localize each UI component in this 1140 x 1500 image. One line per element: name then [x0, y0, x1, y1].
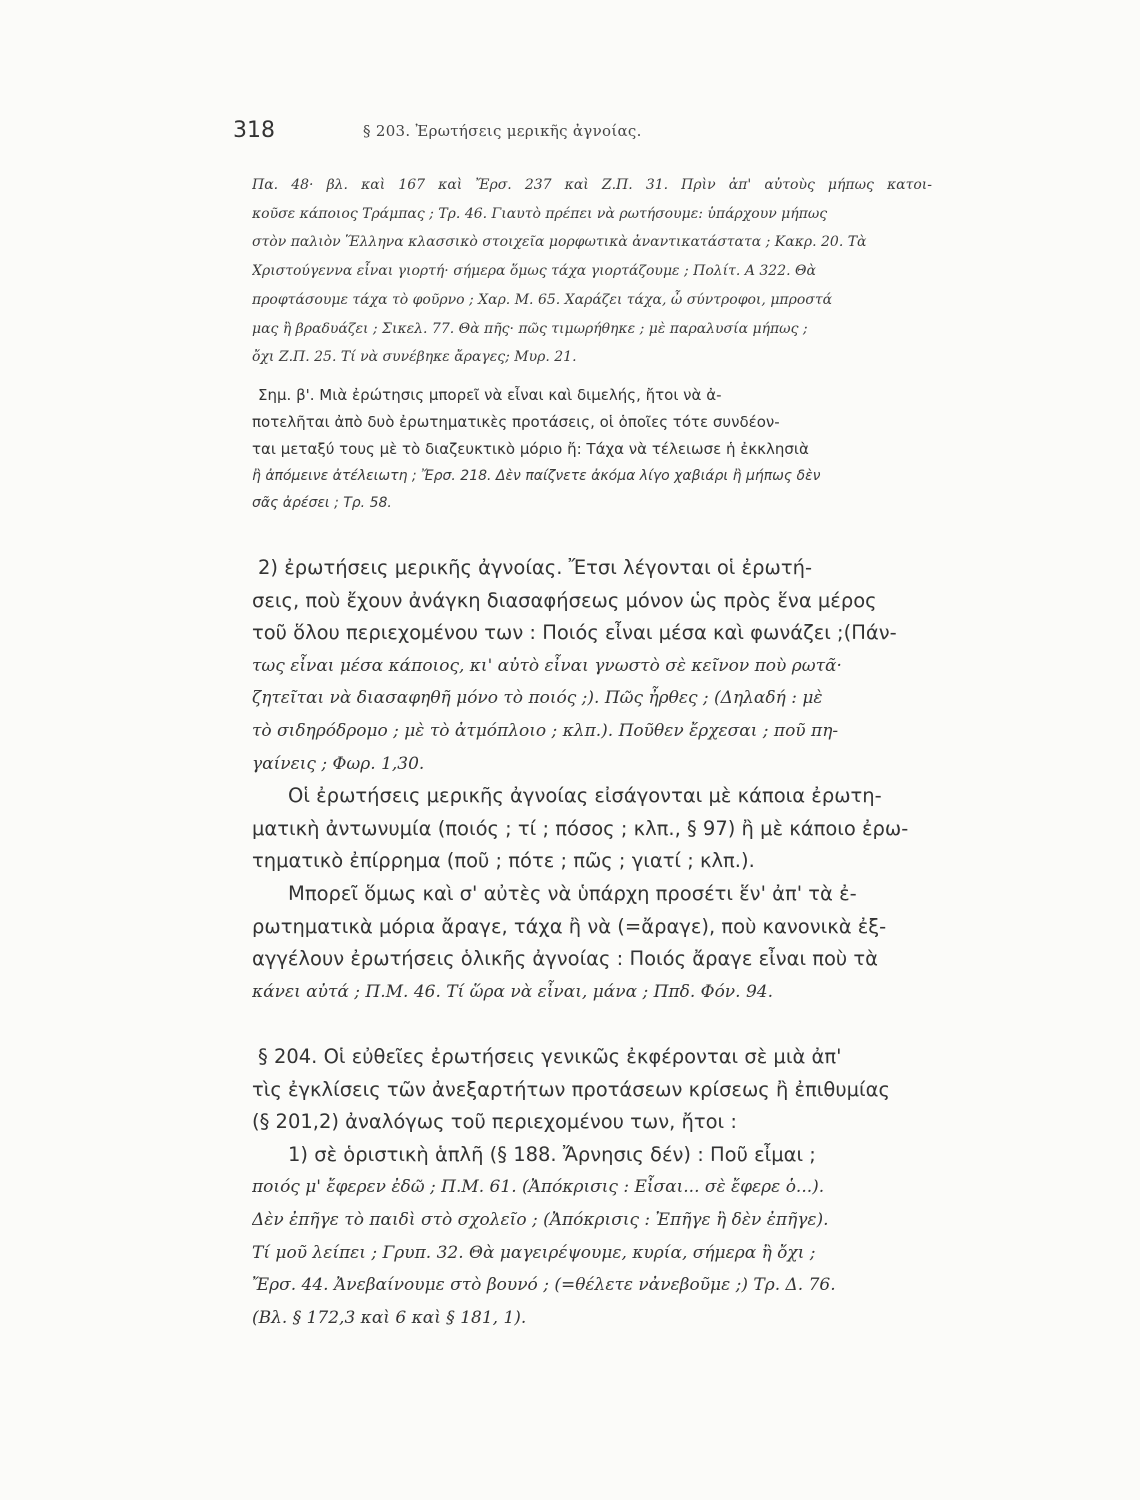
- text-line: ματικὴ ἀντωνυμία (ποιός ; τί ; πόσος ; κλπ., § 97) ἢ μὲ κάποιο ἐρω-: [252, 816, 909, 840]
- page-number: 318: [233, 118, 275, 143]
- text-line: τως εἶναι μέσα κάποιος, κι' αὐτὸ εἶναι γνωστὸ σὲ κεῖνον ποὺ ρωτᾶ·: [252, 655, 842, 676]
- text-line: ὄχι Ζ.Π. 25. Τί νὰ συνέβηκε ἄραγες; Μυρ. 21.: [252, 349, 577, 366]
- note-line: ποτελῆται ἀπὸ δυὸ ἐρωτηματικὲς προτάσεις, οἱ ὁποῖες τότε συνδέον-: [252, 413, 780, 431]
- text-line: Οἱ ἐρωτήσεις μερικῆς ἀγνοίας εἰσάγονται μὲ κάποια ἐρωτη-: [288, 784, 882, 808]
- text-line: τηματικὸ ἐπίρρημα (ποῦ ; πότε ; πῶς ; γιατί ; κλπ.).: [252, 849, 755, 873]
- text-line: αγγέλουν ἐρωτήσεις ὁλικῆς ἀγνοίας : Ποιός ἄραγε εἶναι ποὺ τὰ: [252, 947, 879, 971]
- note-line: σᾶς ἀρέσει ; Τρ. 58.: [252, 495, 392, 511]
- text-line: τὶς ἐγκλίσεις τῶν ἀνεξαρτήτων προτάσεων κρίσεως ἢ ἐπιθυμίας: [252, 1077, 890, 1101]
- text-line: 1) σὲ ὁριστικὴ ἁπλῆ (§ 188. Ἄρνησις δέν) : Ποῦ εἶμαι ;: [288, 1142, 816, 1166]
- section-heading-line: 2) ἐρωτήσεις μερικῆς ἀγνοίας. Ἔτσι λέγονται οἱ ἐρωτή-: [258, 556, 812, 579]
- text-line: Δὲν ἐπῆγε τὸ παιδὶ στὸ σχολεῖο ; (Ἀπόκρισις : Ἐπῆγε ἢ δὲν ἐπῆγε).: [252, 1209, 829, 1230]
- text-line: μας ἢ βραδυάζει ; Σικελ. 77. Θὰ πῆς· πῶς τιμωρήθηκε ; μὲ παραλυσία μήπως ;: [252, 320, 808, 337]
- text-line: Πα. 48· βλ. καὶ 167 καὶ Ἔρσ. 237 καὶ Ζ.Π. 31. Πρὶν ἀπ' αὐτοὺς μήπως κατοι-: [252, 177, 932, 193]
- section-heading-line: § 204. Οἱ εὐθεῖες ἐρωτήσεις γενικῶς ἐκφέρονται σὲ μιὰ ἀπ': [258, 1045, 842, 1068]
- text-line: κάνει αὐτά ; Π.Μ. 46. Τί ὥρα νὰ εἶναι, μάνα ; Ππδ. Φόν. 94.: [252, 981, 773, 1002]
- text-line: κοῦσε κάποιος Τράμπας ; Τρ. 46. Γιαυτὸ πρέπει νὰ ρωτήσουμε: ὑπάρχουν μήπως: [252, 205, 828, 222]
- text-line: ρωτηματικὰ μόρια ἄραγε, τάχα ἢ νὰ (=ἄραγε), ποὺ κανονικὰ ἐξ-: [252, 914, 887, 938]
- text-line: ποιός μ' ἔφερεν ἐδῶ ; Π.Μ. 61. (Ἀπόκρισις : Εἶσαι... σὲ ἔφερε ὁ...).: [252, 1177, 825, 1198]
- text-line: τοῦ ὅλου περιεχομένου των : Ποιός εἶναι μέσα καὶ φωνάζει ;(Πάν-: [252, 621, 897, 645]
- text-line: γαίνεις ; Φωρ. 1,30.: [252, 753, 425, 774]
- text-line: Τί μοῦ λείπει ; Γρυπ. 32. Θὰ μαγειρέψουμε, κυρία, σήμερα ἢ ὄχι ;: [252, 1242, 816, 1263]
- text-line: Χριστούγεννα εἶναι γιορτή· σήμερα ὅμως τάχα γιορτάζουμε ; Πολίτ. Α 322. Θὰ: [252, 263, 816, 280]
- text-line: Μπορεῖ ὅμως καὶ σ' αὐτὲς νὰ ὑπάρχη προσέτι ἕν' ἀπ' τὰ ἐ-: [288, 881, 857, 905]
- text-line: τὸ σιδηρόδρομο ; μὲ τὸ ἀτμόπλοιο ; κλπ.). Ποῦθεν ἔρχεσαι ; ποῦ πη-: [252, 720, 839, 741]
- text-line: Ἔρσ. 44. Ἀνεβαίνουμε στὸ βουνό ; (=θέλετε νἀνεβοῦμε ;) Τρ. Δ. 76.: [252, 1275, 836, 1296]
- note-line: ἢ ἀπόμεινε ἀτέλειωτη ; Ἔρσ. 218. Δὲν παίζνετε ἀκόμα λίγο χαβιάρι ἢ μήπως δὲν: [252, 468, 821, 484]
- note-line: ται μεταξύ τους μὲ τὸ διαζευκτικὸ μόριο ἤ: Τάχα νὰ τέλειωσε ἡ ἐκκλησιὰ: [252, 440, 809, 458]
- text-line: στὸν παλιὸν Ἕλληνα κλασσικὸ στοιχεῖα μορφωτικὰ ἀναντικατάστατα ; Κακρ. 20. Τὰ: [252, 234, 867, 251]
- section-204: [252, 1041, 932, 1334]
- text-line: (§ 201,2) ἀναλόγως τοῦ περιεχομένου των, ἤτοι :: [252, 1110, 737, 1134]
- text-line: ζητεῖται νὰ διασαφηθῆ μόνο τὸ ποιός ;). Πῶς ἦρθες ; (Δηλαδή : μὲ: [252, 688, 823, 709]
- page-header: [233, 118, 933, 148]
- text-line: σεις, ποὺ ἔχουν ἀνάγκη διασαφήσεως μόνον ὡς πρὸς ἕνα μέρος: [252, 588, 877, 612]
- text-line: (Βλ. § 172,3 καὶ 6 καὶ § 181, 1).: [252, 1307, 527, 1328]
- note-line: Σημ. β'. Μιὰ ἐρώτησις μπορεῖ νὰ εἶναι καὶ διμελής, ἤτοι νὰ ἀ-: [258, 386, 722, 404]
- note-b: [252, 382, 932, 517]
- running-head: § 203. Ἐρωτήσεις μερικῆς ἀγνοίας.: [363, 122, 642, 140]
- paragraph-examples: [252, 171, 932, 372]
- section-partial-ignorance: [252, 552, 932, 1008]
- text-line: προφτάσουμε τάχα τὸ φοῦρνο ; Χαρ. Μ. 65. Χαράζει τάχα, ὦ σύντροφοι, μπροστά: [252, 291, 833, 308]
